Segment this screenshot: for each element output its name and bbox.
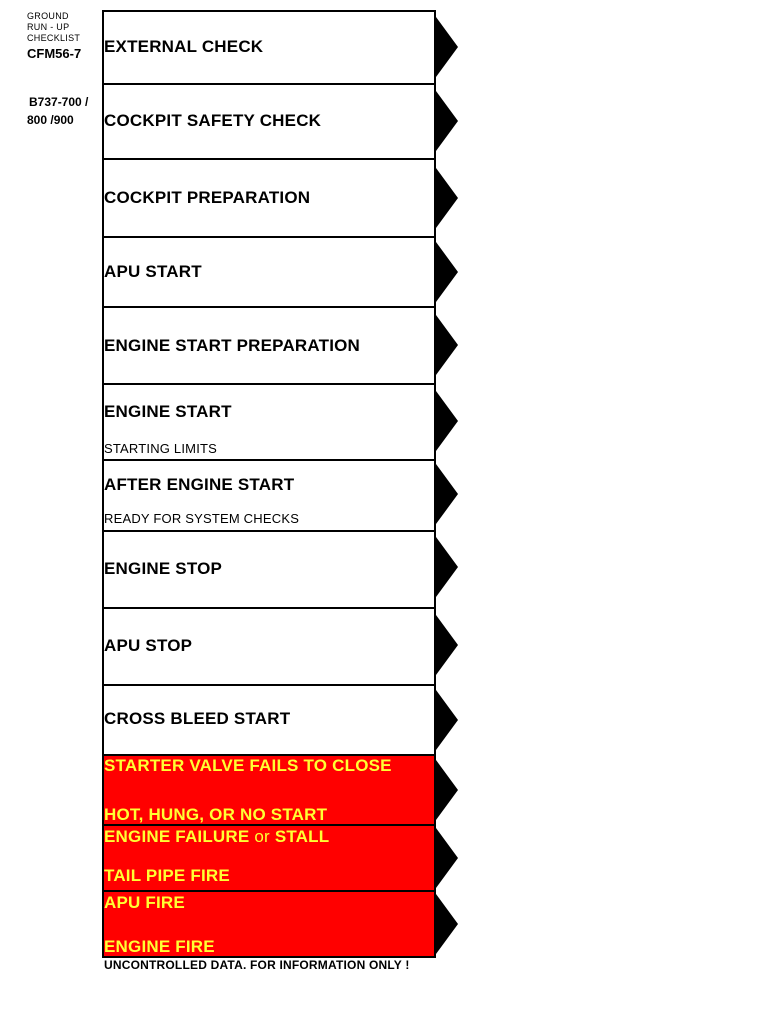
- tab-subtitle: STARTING LIMITS: [104, 441, 218, 456]
- tab-title-second: TAIL PIPE FIRE: [104, 866, 230, 885]
- tab-title: COCKPIT PREPARATION: [104, 188, 311, 207]
- tab-title: [104, 827, 329, 847]
- aircraft-model-line2: 800 /900: [27, 113, 74, 127]
- tab-arrow-icon: [436, 615, 458, 675]
- aircraft-model-line1: B737-700 /: [29, 95, 89, 109]
- tab-title: EXTERNAL CHECK: [104, 37, 264, 56]
- tab-arrow-icon: [436, 17, 458, 77]
- engine-model: CFM56-7: [27, 46, 82, 61]
- tab-title: CROSS BLEED START: [104, 709, 291, 728]
- tab-engine-failure-tail-pipe-fire[interactable]: [102, 824, 436, 892]
- tab-title-second: ENGINE FIRE: [104, 937, 215, 956]
- tab-title: APU FIRE: [104, 893, 185, 912]
- tab-engine-start[interactable]: [102, 383, 436, 461]
- tab-engine-start-preparation[interactable]: [102, 306, 436, 385]
- tab-arrow-icon: [436, 537, 458, 597]
- tab-title-second: HOT, HUNG, OR NO START: [104, 805, 328, 824]
- tab-arrow-icon: [436, 91, 458, 151]
- tab-arrow-icon: [436, 828, 458, 888]
- tab-apu-stop[interactable]: [102, 607, 436, 686]
- tab-subtitle: READY FOR SYSTEM CHECKS: [104, 511, 300, 526]
- header-line-checklist: CHECKLIST: [27, 33, 81, 43]
- tab-cockpit-safety-check[interactable]: [102, 83, 436, 160]
- tab-title: STARTER VALVE FAILS TO CLOSE: [104, 756, 392, 775]
- tab-arrow-icon: [436, 464, 458, 524]
- tab-title: AFTER ENGINE START: [104, 475, 295, 494]
- tab-cross-bleed-start[interactable]: [102, 684, 436, 756]
- tab-cockpit-preparation[interactable]: [102, 158, 436, 238]
- tab-title-part2: STALL: [269, 827, 330, 846]
- tab-title: ENGINE STOP: [104, 559, 223, 578]
- tab-engine-stop[interactable]: [102, 530, 436, 609]
- tab-apu-engine-fire[interactable]: [102, 890, 436, 958]
- footer-disclaimer: UNCONTROLLED DATA. FOR INFORMATION ONLY !: [104, 958, 410, 972]
- tab-external-check[interactable]: [102, 10, 436, 85]
- tab-after-engine-start[interactable]: [102, 459, 436, 532]
- tab-starter-valve-hot-hung-start[interactable]: [102, 754, 436, 826]
- tab-arrow-icon: [436, 894, 458, 954]
- tab-title: APU START: [104, 262, 202, 281]
- tab-arrow-icon: [436, 168, 458, 228]
- tab-arrow-icon: [436, 242, 458, 302]
- tab-title: APU STOP: [104, 636, 193, 655]
- tab-title: COCKPIT SAFETY CHECK: [104, 111, 322, 130]
- tab-arrow-icon: [436, 315, 458, 375]
- tab-title: ENGINE START: [104, 402, 232, 421]
- tab-title: ENGINE START PREPARATION: [104, 336, 361, 355]
- tab-arrow-icon: [436, 690, 458, 750]
- tab-title-or: or: [254, 827, 270, 846]
- header-line-ground: GROUND: [27, 11, 69, 21]
- tab-title-part1: ENGINE FAILURE: [104, 827, 255, 846]
- header-line-run-up: RUN - UP: [27, 22, 70, 32]
- tab-apu-start[interactable]: [102, 236, 436, 308]
- tab-arrow-icon: [436, 391, 458, 451]
- tab-arrow-icon: [436, 760, 458, 820]
